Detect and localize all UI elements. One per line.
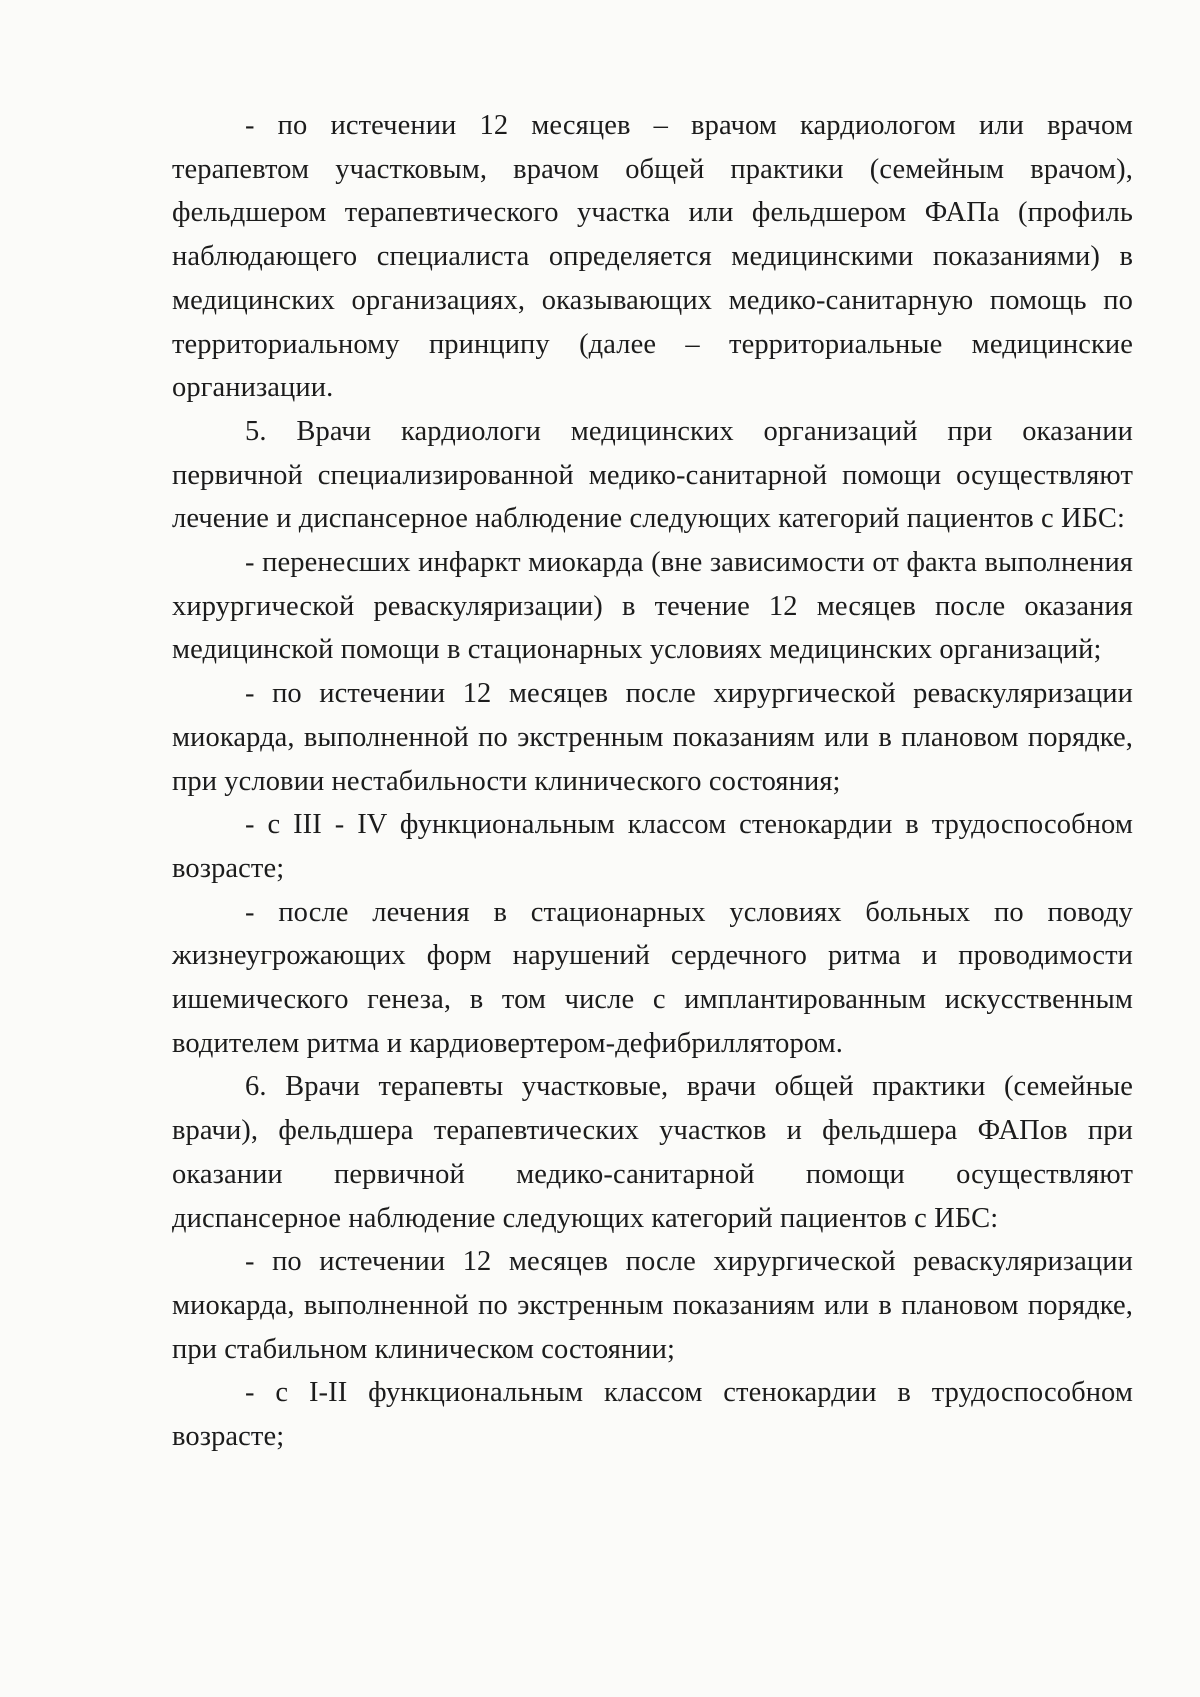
document-body	[172, 104, 1133, 1459]
list-item-item5-b: - по истечении 12 месяцев после хирургической реваскуляризации миокарда, выполненной по экстренным показаниям или в плановом порядке, при условии нестабильности клинического состояния;	[172, 678, 1133, 797]
paragraph-item5: 5. Врачи кардиологи медицинских организаций при оказании первичной специализированной медико-санитарной помощи осуществляют лечение и диспансерное наблюдение следующих категорий пациентов с ИБС:	[172, 415, 1133, 535]
list-item-item5-c: - с III - IV функциональным классом стенокардии в трудоспособном возрасте;	[172, 809, 1133, 884]
list-item-item5-d: - после лечения в стационарных условиях больных по поводу жизнеугрожающих форм нарушений сердечного ритма и проводимости ишемического генеза, в том числе с имплантированным искусственным водителем ритма и кардиовертером-дефибриллятором.	[172, 896, 1133, 1059]
paragraph-item4-continuation: - по истечении 12 месяцев – врачом кардиологом или врачом терапевтом участковым, врачом общей практики (семейным врачом), фельдшером терапевтического участка или фельдшером ФАПа (профиль наблюдающего специалиста определяется медицинскими показаниями) в медицинских организациях, оказывающих медико-санитарную помощь по территориальному принципу (далее – территориальные медицинские организации.	[172, 110, 1133, 404]
paragraph-item6: 6. Врачи терапевты участковые, врачи общей практики (семейные врачи), фельдшера терапевтических участков и фельдшера ФАПов при оказании первичной медико-санитарной помощи осуществляют диспансерное наблюдение следующих категорий пациентов с ИБС:	[172, 1071, 1133, 1234]
list-item-item6-b: - с I-II функциональным классом стенокардии в трудоспособном возрасте;	[172, 1377, 1133, 1453]
list-item-item5-a: - перенесших инфаркт миокарда (вне зависимости от факта выполнения хирургической реваскуляризации) в течение 12 месяцев после оказания медицинской помощи в стационарных условиях медицинских организаций;	[172, 547, 1133, 666]
list-item-item6-a: - по истечении 12 месяцев после хирургической реваскуляризации миокарда, выполненной по экстренным показаниям или в плановом порядке, при стабильном клиническом состоянии;	[172, 1246, 1133, 1365]
